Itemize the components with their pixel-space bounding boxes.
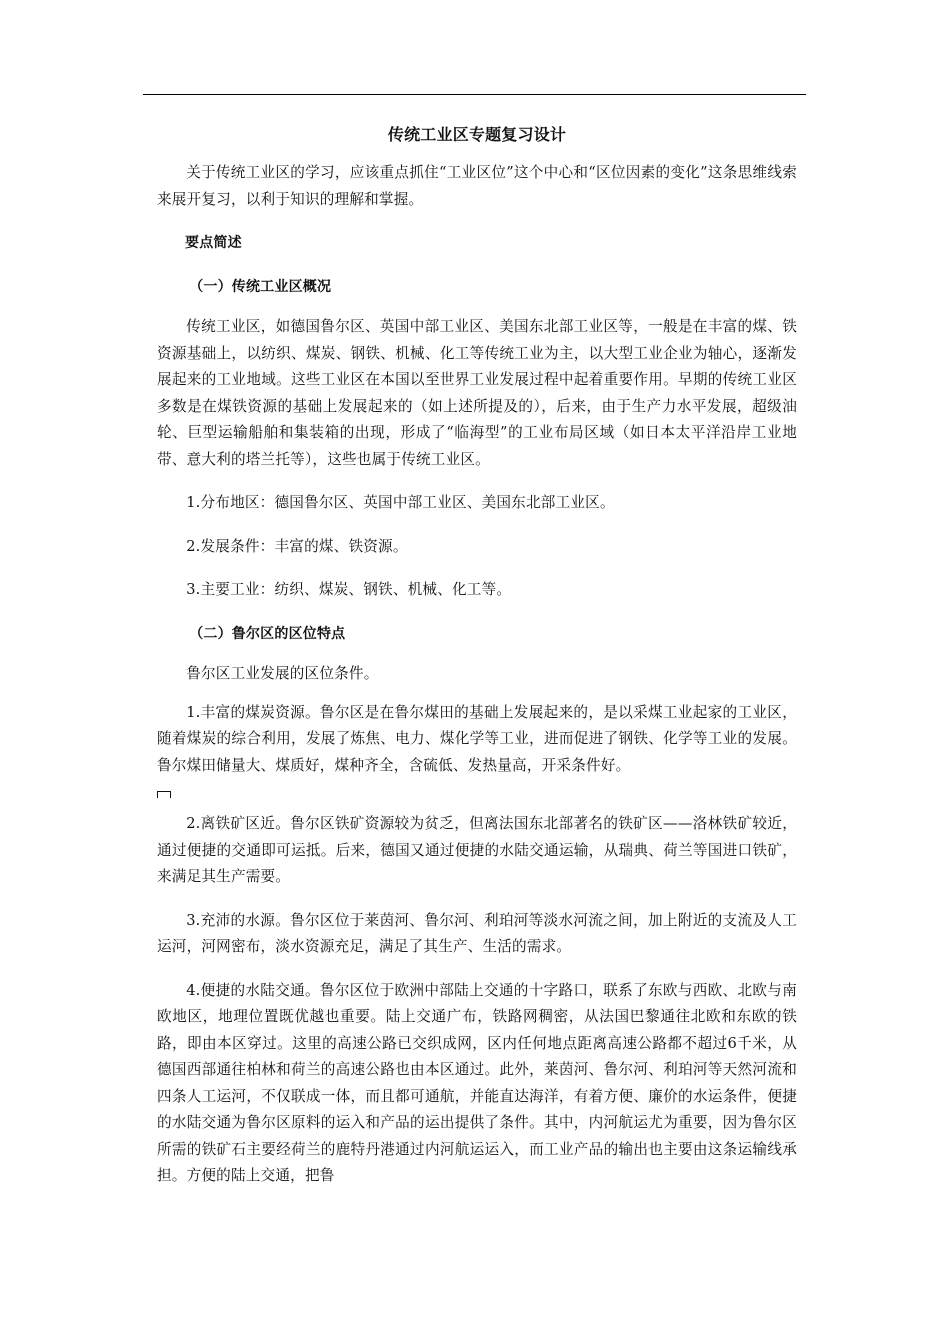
intro-paragraph: 关于传统工业区的学习，应该重点抓住“工业区位”这个中心和“区位因素的变化”这条思维线索来展开复习，以利于知识的理解和掌握。 bbox=[157, 164, 797, 208]
part2-item-transport: 4.便捷的水陆交通。鲁尔区位于欧洲中部陆上交通的十字路口，联系了东欧与西欧、北欧与南欧地区，地理位置既优越也重要。陆上交通广布，铁路网稠密，从法国巴黎通往北欧和东欧的铁路，即由本区穿过。这里的高速公路已交织成网，区内任何地点距离高速公路都不超过6千米，从德国西部通往柏林和荷兰的高速公路也由本区通过。此外，莱茵河、鲁尔河、利珀河等天然河流和四条人工运河，不仅联成一体，而且都可通航，并能直达海洋，有着方便、廉价的水运条件，便捷的水陆交通为鲁尔区原料的运入和产品的运出提供了条件。其中，内河航运尤为重要，因为鲁尔区所需的铁矿石主要经荷兰的鹿特丹港通过内河航运运入，而工业产品的输出也主要由这条运输线承担。方便的陆上交通，把鲁 bbox=[157, 981, 797, 1184]
header-rule bbox=[143, 94, 806, 95]
document-title: 传统工业区专题复习设计 bbox=[387, 125, 567, 144]
part1-item-conditions: 2.发展条件：丰富的煤、铁资源。 bbox=[186, 537, 408, 555]
part1-item-distribution: 1.分布地区：德国鲁尔区、英国中部工业区、美国东北部工业区。 bbox=[186, 494, 615, 511]
part2-lead: 鲁尔区工业发展的区位条件。 bbox=[186, 665, 379, 682]
paragraph-mark-glyph bbox=[157, 791, 171, 798]
part2-item-water: 3.充沛的水源。鲁尔区位于莱茵河、鲁尔河、利珀河等淡水河流之间，加上附近的支流及人工运河，河网密布，淡水资源充足，满足了其生产、生活的需求。 bbox=[157, 911, 797, 955]
part2-item-iron: 2.离铁矿区近。鲁尔区铁矿资源较为贫乏，但离法国东北部著名的铁矿区——洛林铁矿较近，通过便捷的交通即可运抵。后来，德国又通过便捷的水陆交通运输，从瑞典、荷兰等国进口铁矿，来满足其生产需要。 bbox=[157, 815, 797, 885]
document-body bbox=[157, 122, 797, 1207]
part1-heading: （一）传统工业区概况 bbox=[189, 278, 332, 295]
part1-item-industries: 3.主要工业：纺织、煤炭、钢铁、机械、化工等。 bbox=[186, 581, 512, 598]
part2-heading: （二）鲁尔区的区位特点 bbox=[189, 625, 346, 642]
paragraph-mark bbox=[157, 781, 797, 801]
part2-item-coal: 1.丰富的煤炭资源。鲁尔区是在鲁尔煤田的基础上发展起来的，是以采煤工业起家的工业区，随着煤炭的综合利用，发展了炼焦、电力、煤化学等工业，进而促进了钢铁、化学等工业的发展。鲁尔煤田储量大、煤质好，煤种齐全，含硫低、发热量高，开采条件好。 bbox=[157, 703, 797, 774]
part1-body: 传统工业区，如德国鲁尔区、英国中部工业区、美国东北部工业区等，一般是在丰富的煤、铁资源基础上，以纺织、煤炭、钢铁、机械、化工等传统工业为主，以大型工业企业为轴心，逐渐发展起来的工业地域。这些工业区在本国以至世界工业发展过程中起着重要作用。早期的传统工业区多数是在煤铁资源的基础上发展起来的（如上述所提及的），后来，由于生产力水平发展，超级油轮、巨型运输船舶和集装箱的出现，形成了“临海型”的工业布局区域（如日本太平洋沿岸工业地带、意大利的塔兰托等），这些也属于传统工业区。 bbox=[157, 318, 797, 468]
section-heading: 要点简述 bbox=[185, 235, 242, 251]
